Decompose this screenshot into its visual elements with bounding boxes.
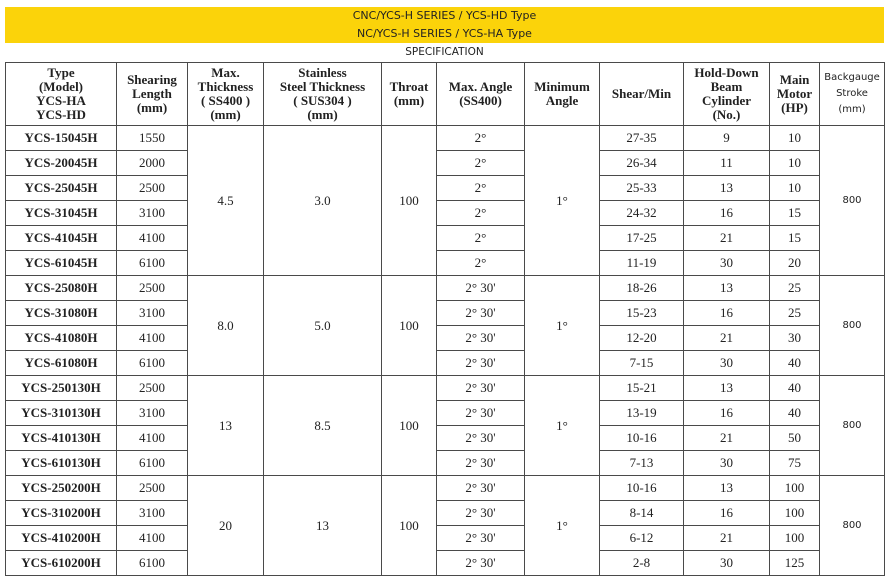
table-row: [6, 501, 885, 526]
hold-down-cylinder-cell: 21: [684, 326, 770, 351]
stainless-thickness-cell: 8.5: [264, 376, 382, 476]
hold-down-cylinder-cell: 21: [684, 226, 770, 251]
hold-down-cylinder-cell: 16: [684, 301, 770, 326]
column-header-line: (mm): [838, 104, 866, 115]
main-motor-cell: 100: [770, 476, 820, 501]
throat-cell: 100: [382, 476, 437, 576]
model-cell: YCS-15045H: [6, 126, 117, 151]
column-header-line: Cylinder: [701, 93, 752, 108]
shear-per-min-cell: 25-33: [600, 176, 684, 201]
series-title-line-1: CNC/YCS-H SERIES / YCS-HD Type: [5, 7, 884, 25]
shear-per-min-cell: 2-8: [600, 551, 684, 576]
column-header-line: (SS400): [459, 93, 502, 108]
hold-down-cylinder-cell: 21: [684, 426, 770, 451]
model-cell: YCS-610130H: [6, 451, 117, 476]
shearing-length-cell: 4100: [117, 526, 188, 551]
shear-per-min-cell: 17-25: [600, 226, 684, 251]
shear-per-min-cell: 10-16: [600, 476, 684, 501]
shearing-length-cell: 2500: [117, 276, 188, 301]
max-angle-cell: 2° 30': [437, 301, 525, 326]
main-motor-cell: 40: [770, 351, 820, 376]
max-angle-cell: 2°: [437, 151, 525, 176]
model-cell: YCS-410200H: [6, 526, 117, 551]
specification-table: [5, 62, 885, 576]
hold-down-cylinder-cell: 30: [684, 251, 770, 276]
max-thickness-cell: 13: [188, 376, 264, 476]
main-motor-cell: 10: [770, 126, 820, 151]
main-motor-cell: 20: [770, 251, 820, 276]
main-motor-cell: 10: [770, 176, 820, 201]
main-motor-cell: 100: [770, 526, 820, 551]
column-header-line: Minimum: [534, 79, 590, 94]
column-header-line: Throat: [389, 79, 429, 94]
column-header-line: (Model): [38, 79, 84, 94]
model-cell: YCS-41045H: [6, 226, 117, 251]
column-header-line: Type: [47, 65, 75, 80]
table-row: [6, 326, 885, 351]
model-cell: YCS-250130H: [6, 376, 117, 401]
shearing-length-cell: 6100: [117, 351, 188, 376]
shearing-length-cell: 2000: [117, 151, 188, 176]
backgauge-stroke-cell: 800: [820, 276, 885, 376]
column-header-line: Beam: [710, 79, 743, 94]
column-header-line: Steel Thickness: [279, 79, 366, 94]
shearing-length-cell: 6100: [117, 251, 188, 276]
column-header-shearing-length: [117, 63, 188, 126]
shearing-length-cell: 1550: [117, 126, 188, 151]
table-row: [6, 426, 885, 451]
column-header-line: Shearing: [127, 72, 177, 87]
max-thickness-cell: 8.0: [188, 276, 264, 376]
shearing-length-cell: 6100: [117, 451, 188, 476]
main-motor-cell: 50: [770, 426, 820, 451]
column-header-max-thickness: [188, 63, 264, 126]
column-header-line: Motor: [776, 86, 813, 101]
shear-per-min-cell: 7-13: [600, 451, 684, 476]
model-cell: YCS-610200H: [6, 551, 117, 576]
column-header-line: Max.: [211, 65, 240, 80]
shearing-length-cell: 3100: [117, 401, 188, 426]
main-motor-cell: 125: [770, 551, 820, 576]
main-motor-cell: 25: [770, 301, 820, 326]
model-cell: YCS-61045H: [6, 251, 117, 276]
column-header-max-angle: [437, 63, 525, 126]
column-header-line: Stroke: [836, 88, 868, 99]
column-header-line: YCS-HA: [36, 93, 86, 108]
model-cell: YCS-61080H: [6, 351, 117, 376]
column-header-line: Main: [779, 72, 810, 87]
max-angle-cell: 2° 30': [437, 551, 525, 576]
minimum-angle-cell: 1°: [525, 376, 600, 476]
column-header-line: ( SS400 ): [200, 93, 251, 108]
throat-cell: 100: [382, 376, 437, 476]
header-row: [6, 63, 885, 126]
shearing-length-cell: 3100: [117, 201, 188, 226]
column-header-stainless-thickness: [264, 63, 382, 126]
shearing-length-cell: 4100: [117, 426, 188, 451]
table-row: [6, 451, 885, 476]
table-row: [6, 226, 885, 251]
table-row: [6, 351, 885, 376]
table-row: [6, 176, 885, 201]
max-thickness-cell: 4.5: [188, 126, 264, 276]
shearing-length-cell: 3100: [117, 501, 188, 526]
main-motor-cell: 100: [770, 501, 820, 526]
max-angle-cell: 2°: [437, 201, 525, 226]
column-header-main-motor: [770, 63, 820, 126]
hold-down-cylinder-cell: 30: [684, 551, 770, 576]
column-header-line: (mm): [136, 100, 168, 115]
max-angle-cell: 2°: [437, 176, 525, 201]
model-cell: YCS-250200H: [6, 476, 117, 501]
hold-down-cylinder-cell: 21: [684, 526, 770, 551]
main-motor-cell: 75: [770, 451, 820, 476]
table-row: [6, 551, 885, 576]
hold-down-cylinder-cell: 13: [684, 176, 770, 201]
shearing-length-cell: 2500: [117, 476, 188, 501]
model-cell: YCS-310130H: [6, 401, 117, 426]
shear-per-min-cell: 15-21: [600, 376, 684, 401]
model-cell: YCS-31045H: [6, 201, 117, 226]
hold-down-cylinder-cell: 16: [684, 401, 770, 426]
max-angle-cell: 2°: [437, 226, 525, 251]
shearing-length-cell: 4100: [117, 326, 188, 351]
shear-per-min-cell: 11-19: [600, 251, 684, 276]
shearing-length-cell: 2500: [117, 176, 188, 201]
main-motor-cell: 40: [770, 401, 820, 426]
max-angle-cell: 2° 30': [437, 376, 525, 401]
table-row: [6, 401, 885, 426]
max-angle-cell: 2°: [437, 251, 525, 276]
shearing-length-cell: 6100: [117, 551, 188, 576]
column-header-backgauge-stroke: [820, 63, 885, 126]
backgauge-stroke-cell: 800: [820, 476, 885, 576]
minimum-angle-cell: 1°: [525, 276, 600, 376]
stainless-thickness-cell: 3.0: [264, 126, 382, 276]
hold-down-cylinder-cell: 11: [684, 151, 770, 176]
hold-down-cylinder-cell: 9: [684, 126, 770, 151]
shearing-length-cell: 3100: [117, 301, 188, 326]
throat-cell: 100: [382, 276, 437, 376]
shearing-length-cell: 2500: [117, 376, 188, 401]
main-motor-cell: 40: [770, 376, 820, 401]
max-angle-cell: 2° 30': [437, 351, 525, 376]
max-angle-cell: 2° 30': [437, 326, 525, 351]
column-header-line: (mm): [393, 93, 425, 108]
max-angle-cell: 2° 30': [437, 501, 525, 526]
shear-per-min-cell: 18-26: [600, 276, 684, 301]
column-header-line: Length: [132, 86, 172, 101]
max-angle-cell: 2° 30': [437, 526, 525, 551]
model-cell: YCS-410130H: [6, 426, 117, 451]
minimum-angle-cell: 1°: [525, 476, 600, 576]
table-row: [6, 126, 885, 151]
hold-down-cylinder-cell: 30: [684, 351, 770, 376]
shear-per-min-cell: 27-35: [600, 126, 684, 151]
column-header-line: (mm): [210, 107, 241, 122]
series-title-line-2: NC/YCS-H SERIES / YCS-HA Type: [5, 25, 884, 43]
column-header-line: Hold-Down: [694, 65, 759, 80]
max-angle-cell: 2° 30': [437, 476, 525, 501]
backgauge-stroke-cell: 800: [820, 126, 885, 276]
column-header-line: Angle: [545, 93, 579, 108]
stainless-thickness-cell: 5.0: [264, 276, 382, 376]
main-motor-cell: 30: [770, 326, 820, 351]
column-header-line: Thickness: [197, 79, 254, 94]
column-header-line: (mm): [307, 107, 338, 122]
table-row: [6, 251, 885, 276]
minimum-angle-cell: 1°: [525, 126, 600, 276]
hold-down-cylinder-cell: 30: [684, 451, 770, 476]
max-angle-cell: 2° 30': [437, 426, 525, 451]
backgauge-stroke-cell: 800: [820, 376, 885, 476]
shear-per-min-cell: 7-15: [600, 351, 684, 376]
column-header-minimum-angle: [525, 63, 600, 126]
main-motor-cell: 25: [770, 276, 820, 301]
column-header-line: (HP): [781, 100, 808, 115]
model-cell: YCS-25045H: [6, 176, 117, 201]
hold-down-cylinder-cell: 13: [684, 476, 770, 501]
column-header-shear-per-min: [600, 63, 684, 126]
max-angle-cell: 2° 30': [437, 401, 525, 426]
model-cell: YCS-25080H: [6, 276, 117, 301]
shear-per-min-cell: 8-14: [600, 501, 684, 526]
shear-per-min-cell: 24-32: [600, 201, 684, 226]
table-row: [6, 276, 885, 301]
hold-down-cylinder-cell: 13: [684, 276, 770, 301]
max-angle-cell: 2° 30': [437, 451, 525, 476]
shear-per-min-cell: 15-23: [600, 301, 684, 326]
table-body: [6, 126, 885, 576]
stainless-thickness-cell: 13: [264, 476, 382, 576]
hold-down-cylinder-cell: 16: [684, 201, 770, 226]
table-row: [6, 526, 885, 551]
model-cell: YCS-310200H: [6, 501, 117, 526]
shear-per-min-cell: 13-19: [600, 401, 684, 426]
column-header-line: Shear/Min: [611, 86, 672, 101]
hold-down-cylinder-cell: 16: [684, 501, 770, 526]
table-row: [6, 476, 885, 501]
table-row: [6, 301, 885, 326]
main-motor-cell: 15: [770, 201, 820, 226]
shearing-length-cell: 4100: [117, 226, 188, 251]
column-header-line: Backgauge: [824, 72, 880, 83]
column-header-throat: [382, 63, 437, 126]
throat-cell: 100: [382, 126, 437, 276]
main-motor-cell: 10: [770, 151, 820, 176]
shear-per-min-cell: 10-16: [600, 426, 684, 451]
shear-per-min-cell: 12-20: [600, 326, 684, 351]
max-angle-cell: 2° 30': [437, 276, 525, 301]
table-row: [6, 376, 885, 401]
column-header-line: YCS-HD: [36, 107, 86, 122]
column-header-line: (No.): [712, 107, 741, 122]
column-header-type-model: [6, 63, 117, 126]
table-row: [6, 201, 885, 226]
hold-down-cylinder-cell: 13: [684, 376, 770, 401]
max-angle-cell: 2°: [437, 126, 525, 151]
model-cell: YCS-20045H: [6, 151, 117, 176]
column-header-line: ( SUS304 ): [293, 93, 352, 108]
main-motor-cell: 15: [770, 226, 820, 251]
max-thickness-cell: 20: [188, 476, 264, 576]
model-cell: YCS-31080H: [6, 301, 117, 326]
specification-label: SPECIFICATION: [405, 46, 484, 58]
column-header-hold-down-cylinder: [684, 63, 770, 126]
shear-per-min-cell: 26-34: [600, 151, 684, 176]
table-row: [6, 151, 885, 176]
model-cell: YCS-41080H: [6, 326, 117, 351]
column-header-line: Stainless: [298, 65, 347, 80]
shear-per-min-cell: 6-12: [600, 526, 684, 551]
column-header-line: Max. Angle: [448, 79, 513, 94]
